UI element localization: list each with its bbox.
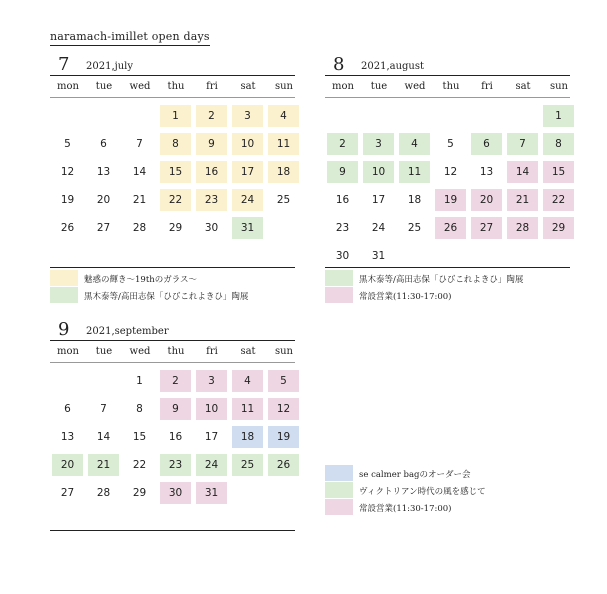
weekday-mon: mon xyxy=(57,81,79,92)
day-cell: 4 xyxy=(232,370,263,392)
day-cell: 7 xyxy=(136,138,143,150)
day-cell: 14 xyxy=(96,431,111,443)
legend-text: ヴィクトリアン時代の風を感じて xyxy=(359,487,486,497)
month-number: 9 xyxy=(58,319,70,340)
day-cell: 29 xyxy=(168,222,183,234)
day-cell: 17 xyxy=(232,161,263,183)
day-cell: 30 xyxy=(204,222,219,234)
day-cell: 14 xyxy=(132,166,147,178)
legend-text: 黒木泰等/高田志保「ひびこれよきひ」陶展 xyxy=(84,292,249,302)
legend-text: 常設営業(11:30-17:00) xyxy=(359,504,452,514)
day-cell: 13 xyxy=(60,431,75,443)
weekday-row xyxy=(325,81,570,93)
day-cell: 23 xyxy=(196,189,227,211)
weekday-thu: thu xyxy=(167,81,185,92)
day-cell: 1 xyxy=(136,375,143,387)
weekday-tue: tue xyxy=(95,81,113,92)
month-label: 2021,september xyxy=(86,326,169,337)
page-title: naramach-imillet open days xyxy=(50,30,210,46)
day-cell: 21 xyxy=(88,454,119,476)
header-rule xyxy=(325,75,570,76)
day-cell: 10 xyxy=(196,398,227,420)
day-cell: 24 xyxy=(196,454,227,476)
day-cell: 11 xyxy=(268,133,299,155)
day-cell: 13 xyxy=(479,166,494,178)
legend-item xyxy=(325,499,585,515)
legend-swatch xyxy=(325,465,353,481)
day-cell: 23 xyxy=(335,222,350,234)
legend-swatch xyxy=(50,270,78,286)
day-cell: 8 xyxy=(160,133,191,155)
day-cell: 15 xyxy=(543,161,574,183)
day-cell: 25 xyxy=(232,454,263,476)
day-cell: 21 xyxy=(132,194,147,206)
weekday-tue: tue xyxy=(95,346,113,357)
day-cell: 3 xyxy=(232,105,263,127)
month-number: 7 xyxy=(58,54,70,75)
day-cell: 30 xyxy=(335,250,350,262)
day-cell: 19 xyxy=(268,426,299,448)
legend-swatch xyxy=(325,499,353,515)
header-rule xyxy=(50,340,295,341)
day-cell: 27 xyxy=(60,487,75,499)
weekday-fri: fri xyxy=(206,81,218,92)
day-cell: 5 xyxy=(447,138,454,150)
day-cell: 24 xyxy=(232,189,263,211)
legend-swatch xyxy=(325,482,353,498)
weekday-sun: sun xyxy=(549,81,568,92)
day-cell: 30 xyxy=(160,482,191,504)
legend-item xyxy=(50,287,310,303)
legend-swatch xyxy=(325,287,353,303)
calendar-august xyxy=(325,55,570,270)
day-cell: 29 xyxy=(132,487,147,499)
day-grid xyxy=(50,105,295,255)
day-cell: 12 xyxy=(443,166,458,178)
legend-text: 黒木泰等/高田志保「ひびこれよきひ」陶展 xyxy=(359,275,524,285)
legend-item xyxy=(50,270,310,286)
weekday-fri: fri xyxy=(481,81,493,92)
day-cell: 15 xyxy=(132,431,147,443)
day-cell: 29 xyxy=(543,217,574,239)
day-cell: 9 xyxy=(160,398,191,420)
day-cell: 15 xyxy=(160,161,191,183)
day-cell: 27 xyxy=(96,222,111,234)
day-cell: 3 xyxy=(363,133,394,155)
day-cell: 17 xyxy=(204,431,219,443)
day-cell: 20 xyxy=(52,454,83,476)
calendar-september xyxy=(50,320,295,535)
day-cell: 31 xyxy=(232,217,263,239)
header-rule xyxy=(50,75,295,76)
weekday-wed: wed xyxy=(129,346,151,357)
calendar-july xyxy=(50,55,295,255)
day-cell: 16 xyxy=(335,194,350,206)
day-cell: 26 xyxy=(60,222,75,234)
day-cell: 8 xyxy=(543,133,574,155)
legend-text: se calmer bagのオーダー会 xyxy=(359,470,471,480)
day-cell: 4 xyxy=(399,133,430,155)
month-number: 8 xyxy=(333,54,345,75)
day-cell: 28 xyxy=(507,217,538,239)
day-cell: 2 xyxy=(160,370,191,392)
day-cell: 18 xyxy=(268,161,299,183)
weekday-sat: sat xyxy=(240,346,256,357)
day-cell: 1 xyxy=(160,105,191,127)
footer-rule xyxy=(50,267,295,268)
day-cell: 20 xyxy=(471,189,502,211)
month-label: 2021,august xyxy=(361,61,425,72)
day-cell: 18 xyxy=(232,426,263,448)
legend-item xyxy=(325,287,585,303)
day-cell: 5 xyxy=(268,370,299,392)
day-cell: 22 xyxy=(543,189,574,211)
weekday-row xyxy=(50,346,295,358)
weekday-fri: fri xyxy=(206,346,218,357)
weekday-rule xyxy=(325,97,570,98)
day-cell: 6 xyxy=(100,138,107,150)
legend-item xyxy=(325,465,585,481)
day-cell: 10 xyxy=(363,161,394,183)
day-cell: 23 xyxy=(160,454,191,476)
day-cell: 31 xyxy=(196,482,227,504)
legend-august xyxy=(325,270,585,306)
day-cell: 22 xyxy=(160,189,191,211)
day-cell: 12 xyxy=(268,398,299,420)
day-cell: 6 xyxy=(64,403,71,415)
day-cell: 4 xyxy=(268,105,299,127)
day-cell: 9 xyxy=(196,133,227,155)
day-cell: 9 xyxy=(327,161,358,183)
day-cell: 26 xyxy=(435,217,466,239)
day-cell: 6 xyxy=(471,133,502,155)
legend-item xyxy=(325,482,585,498)
day-cell: 7 xyxy=(100,403,107,415)
day-cell: 21 xyxy=(507,189,538,211)
day-grid xyxy=(50,370,295,520)
weekday-sat: sat xyxy=(515,81,531,92)
weekday-thu: thu xyxy=(167,346,185,357)
weekday-rule xyxy=(50,362,295,363)
legend-text: 魅惑の輝き〜19thのガラス〜 xyxy=(84,275,197,285)
day-cell: 16 xyxy=(168,431,183,443)
legend-text: 常設営業(11:30-17:00) xyxy=(359,292,452,302)
weekday-rule xyxy=(50,97,295,98)
day-cell: 5 xyxy=(64,138,71,150)
weekday-wed: wed xyxy=(404,81,426,92)
legend-swatch xyxy=(50,287,78,303)
weekday-sun: sun xyxy=(274,81,293,92)
day-cell: 20 xyxy=(96,194,111,206)
day-grid xyxy=(325,105,570,275)
day-cell: 3 xyxy=(196,370,227,392)
day-cell: 1 xyxy=(543,105,574,127)
weekday-thu: thu xyxy=(442,81,460,92)
weekday-row xyxy=(50,81,295,93)
weekday-mon: mon xyxy=(57,346,79,357)
day-cell: 8 xyxy=(136,403,143,415)
day-cell: 27 xyxy=(471,217,502,239)
legend-swatch xyxy=(325,270,353,286)
weekday-sat: sat xyxy=(240,81,256,92)
footer-rule xyxy=(50,530,295,531)
day-cell: 2 xyxy=(327,133,358,155)
day-cell: 10 xyxy=(232,133,263,155)
day-cell: 17 xyxy=(371,194,386,206)
weekday-wed: wed xyxy=(129,81,151,92)
day-cell: 25 xyxy=(276,194,291,206)
day-cell: 24 xyxy=(371,222,386,234)
legend-item xyxy=(325,270,585,286)
month-label: 2021,july xyxy=(86,61,134,72)
day-cell: 19 xyxy=(60,194,75,206)
day-cell: 2 xyxy=(196,105,227,127)
day-cell: 19 xyxy=(435,189,466,211)
day-cell: 11 xyxy=(399,161,430,183)
day-cell: 12 xyxy=(60,166,75,178)
day-cell: 16 xyxy=(196,161,227,183)
legend-september xyxy=(325,465,585,519)
day-cell: 26 xyxy=(268,454,299,476)
day-cell: 31 xyxy=(371,250,386,262)
legend-july xyxy=(50,270,310,306)
day-cell: 7 xyxy=(507,133,538,155)
day-cell: 22 xyxy=(132,459,147,471)
footer-rule xyxy=(325,267,570,268)
day-cell: 25 xyxy=(407,222,422,234)
day-cell: 28 xyxy=(132,222,147,234)
weekday-tue: tue xyxy=(370,81,388,92)
day-cell: 11 xyxy=(232,398,263,420)
day-cell: 18 xyxy=(407,194,422,206)
day-cell: 28 xyxy=(96,487,111,499)
weekday-mon: mon xyxy=(332,81,354,92)
day-cell: 13 xyxy=(96,166,111,178)
weekday-sun: sun xyxy=(274,346,293,357)
day-cell: 14 xyxy=(507,161,538,183)
